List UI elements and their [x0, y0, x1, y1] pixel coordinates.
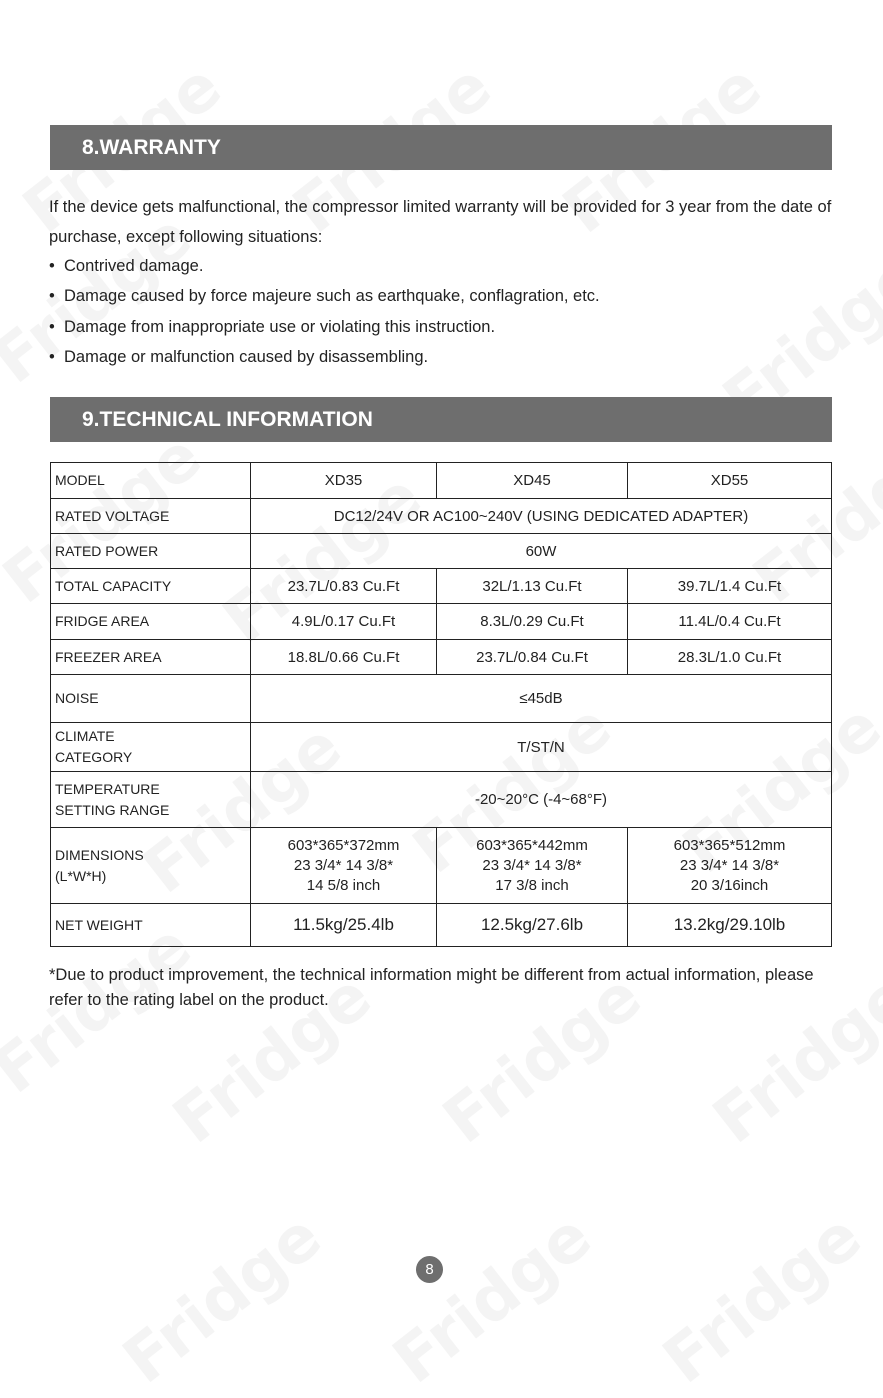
rated-power-value: 60W — [251, 534, 832, 569]
fridge-area-cell: 4.9L/0.17 Cu.Ft — [251, 604, 437, 640]
table-row — [51, 828, 832, 904]
warranty-heading: 8.WARRANTY — [50, 125, 832, 170]
list-item: • Damage from inappropriate use or violating this instruction. — [49, 312, 600, 342]
list-item: • Damage caused by force majeure such as earthquake, conflagration, etc. — [49, 281, 600, 311]
table-row — [51, 723, 832, 772]
table-row — [51, 604, 832, 640]
table-row — [51, 534, 832, 569]
row-label: NET WEIGHT — [51, 904, 251, 947]
watermark — [110, 1200, 335, 1398]
row-label: TEMPERATURE SETTING RANGE — [51, 772, 251, 828]
net-weight-cell: 11.5kg/25.4lb — [251, 904, 437, 947]
row-label: DIMENSIONS (L*W*H) — [51, 828, 251, 904]
watermark — [650, 1200, 875, 1398]
capacity-cell: 32L/1.13 Cu.Ft — [437, 569, 628, 604]
dimensions-cell: 603*365*512mm 23 3/4* 14 3/8* 20 3/16inch — [628, 828, 832, 904]
tech-info-heading: 9.TECHNICAL INFORMATION — [50, 397, 832, 442]
watermark — [380, 1200, 605, 1398]
table-row — [51, 499, 832, 534]
page-number: 8 — [416, 1256, 443, 1283]
row-label: FREEZER AREA — [51, 640, 251, 675]
table-row — [51, 904, 832, 947]
table-row — [51, 640, 832, 675]
row-label: TOTAL CAPACITY — [51, 569, 251, 604]
table-row — [51, 569, 832, 604]
dimensions-cell: 603*365*442mm 23 3/4* 14 3/8* 17 3/8 inch — [437, 828, 628, 904]
model-cell: XD45 — [437, 463, 628, 499]
warranty-intro: If the device gets malfunctional, the compressor limited warranty will be provided for 3 year from the date of purchase, except following situations: — [49, 198, 832, 246]
table-row — [51, 772, 832, 828]
noise-value: ≤45dB — [251, 675, 832, 723]
list-item: • Damage or malfunction caused by disassembling. — [49, 342, 600, 372]
row-label: MODEL — [51, 463, 251, 499]
row-label: FRIDGE AREA — [51, 604, 251, 640]
spec-table — [50, 462, 832, 947]
fridge-area-cell: 11.4L/0.4 Cu.Ft — [628, 604, 832, 640]
table-row — [51, 463, 832, 499]
table-row — [51, 675, 832, 723]
row-label: RATED POWER — [51, 534, 251, 569]
dimensions-cell: 603*365*372mm 23 3/4* 14 3/8* 14 5/8 inch — [251, 828, 437, 904]
net-weight-cell: 12.5kg/27.6lb — [437, 904, 628, 947]
rated-voltage-value: DC12/24V OR AC100~240V (USING DEDICATED ADAPTER) — [251, 499, 832, 534]
model-cell: XD35 — [251, 463, 437, 499]
row-label: NOISE — [51, 675, 251, 723]
capacity-cell: 23.7L/0.83 Cu.Ft — [251, 569, 437, 604]
fridge-area-cell: 8.3L/0.29 Cu.Ft — [437, 604, 628, 640]
net-weight-cell: 13.2kg/29.10lb — [628, 904, 832, 947]
capacity-cell: 39.7L/1.4 Cu.Ft — [628, 569, 832, 604]
temperature-range-value: -20~20°C (-4~68°F) — [251, 772, 832, 828]
freezer-area-cell: 18.8L/0.66 Cu.Ft — [251, 640, 437, 675]
freezer-area-cell: 28.3L/1.0 Cu.Ft — [628, 640, 832, 675]
disclaimer-note: *Due to product improvement, the technical information might be different from actual information, please refer to the rating label on the product. — [49, 966, 814, 1009]
warranty-exclusions-list — [49, 251, 600, 372]
freezer-area-cell: 23.7L/0.84 Cu.Ft — [437, 640, 628, 675]
model-cell: XD55 — [628, 463, 832, 499]
row-label: CLIMATE CATEGORY — [51, 723, 251, 772]
list-item: • Contrived damage. — [49, 251, 600, 281]
row-label: RATED VOLTAGE — [51, 499, 251, 534]
climate-category-value: T/ST/N — [251, 723, 832, 772]
